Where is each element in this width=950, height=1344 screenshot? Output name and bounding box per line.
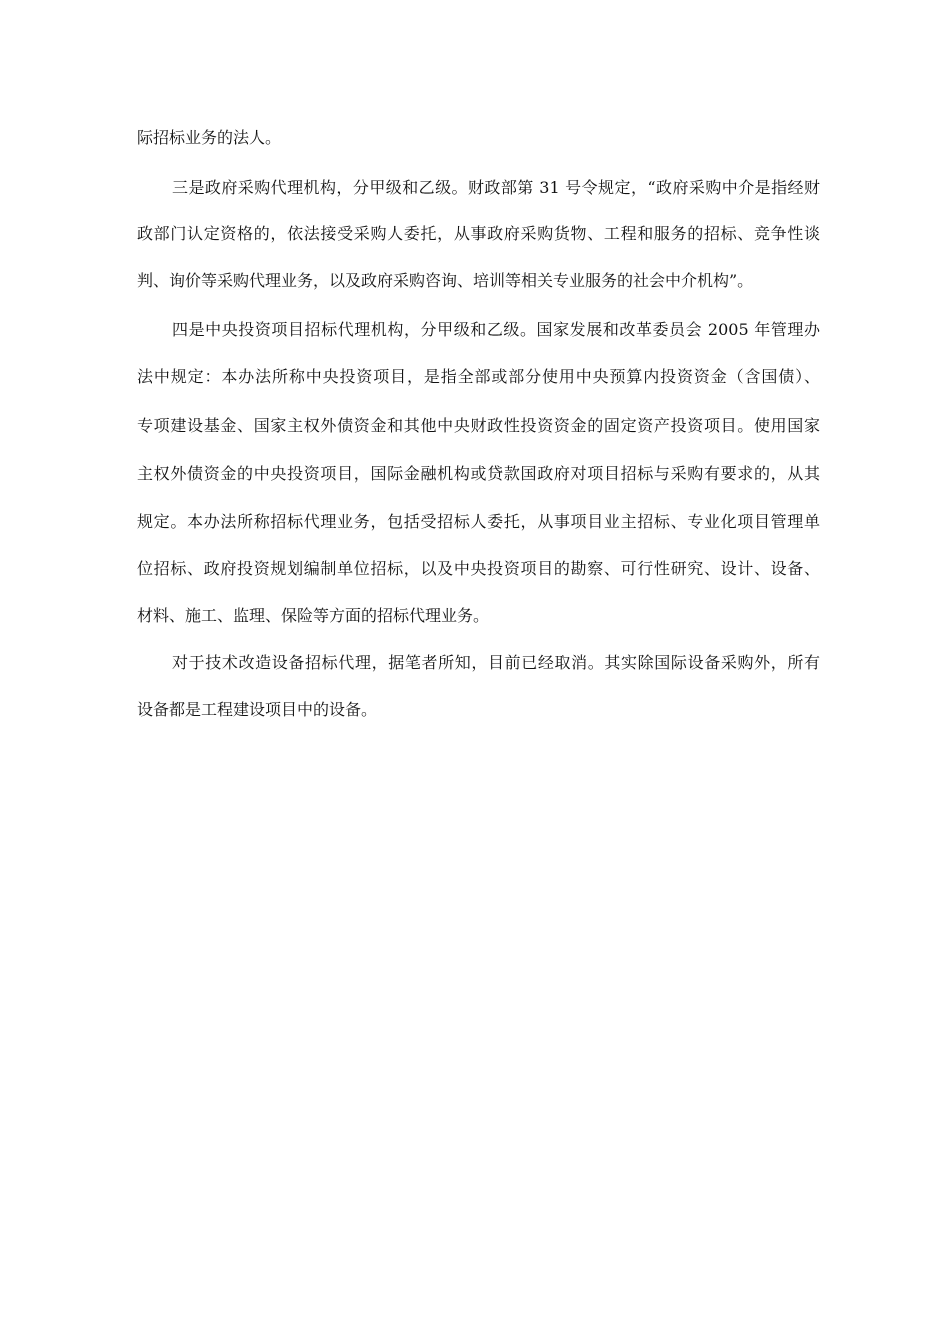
text-line: 法中规定：本办法所称中央投资项目，是指全部或部分使用中央预算内投资资金（含国债）、 bbox=[137, 367, 820, 386]
paragraph-first-line: 三是政府采购代理机构，分甲级和乙级。财政部第 31 号令规定，“政府采购中介是指经财 bbox=[172, 178, 820, 197]
text-line: 专项建设基金、国家主权外债资金和其他中央财政性投资资金的固定资产投资项目。使用国家 bbox=[137, 416, 820, 435]
text-line: 政部门认定资格的，依法接受采购人委托，从事政府采购货物、工程和服务的招标、竞争性谈 bbox=[137, 224, 820, 243]
paragraph-last-line: 材料、施工、监理、保险等方面的招标代理业务。 bbox=[137, 606, 490, 625]
text-line: 规定。本办法所称招标代理业务，包括受招标人委托，从事项目业主招标、专业化项目管理单 bbox=[137, 512, 820, 531]
text-line: 主权外债资金的中央投资项目，国际金融机构或贷款国政府对项目招标与采购有要求的，从其 bbox=[137, 464, 820, 483]
text-line: 际招标业务的法人。 bbox=[137, 128, 282, 147]
paragraph-last-line: 判、询价等采购代理业务，以及政府采购咨询、培训等相关专业服务的社会中介机构”。 bbox=[137, 271, 754, 290]
paragraph-first-line: 四是中央投资项目招标代理机构，分甲级和乙级。国家发展和改革委员会 2005 年管理办 bbox=[172, 320, 820, 339]
paragraph-first-line: 对于技术改造设备招标代理，据笔者所知，目前已经取消。其实除国际设备采购外，所有 bbox=[172, 653, 820, 672]
paragraph-last-line: 设备都是工程建设项目中的设备。 bbox=[137, 700, 378, 719]
text-line: 位招标、政府投资规划编制单位招标，以及中央投资项目的勘察、可行性研究、设计、设备、 bbox=[137, 559, 820, 578]
